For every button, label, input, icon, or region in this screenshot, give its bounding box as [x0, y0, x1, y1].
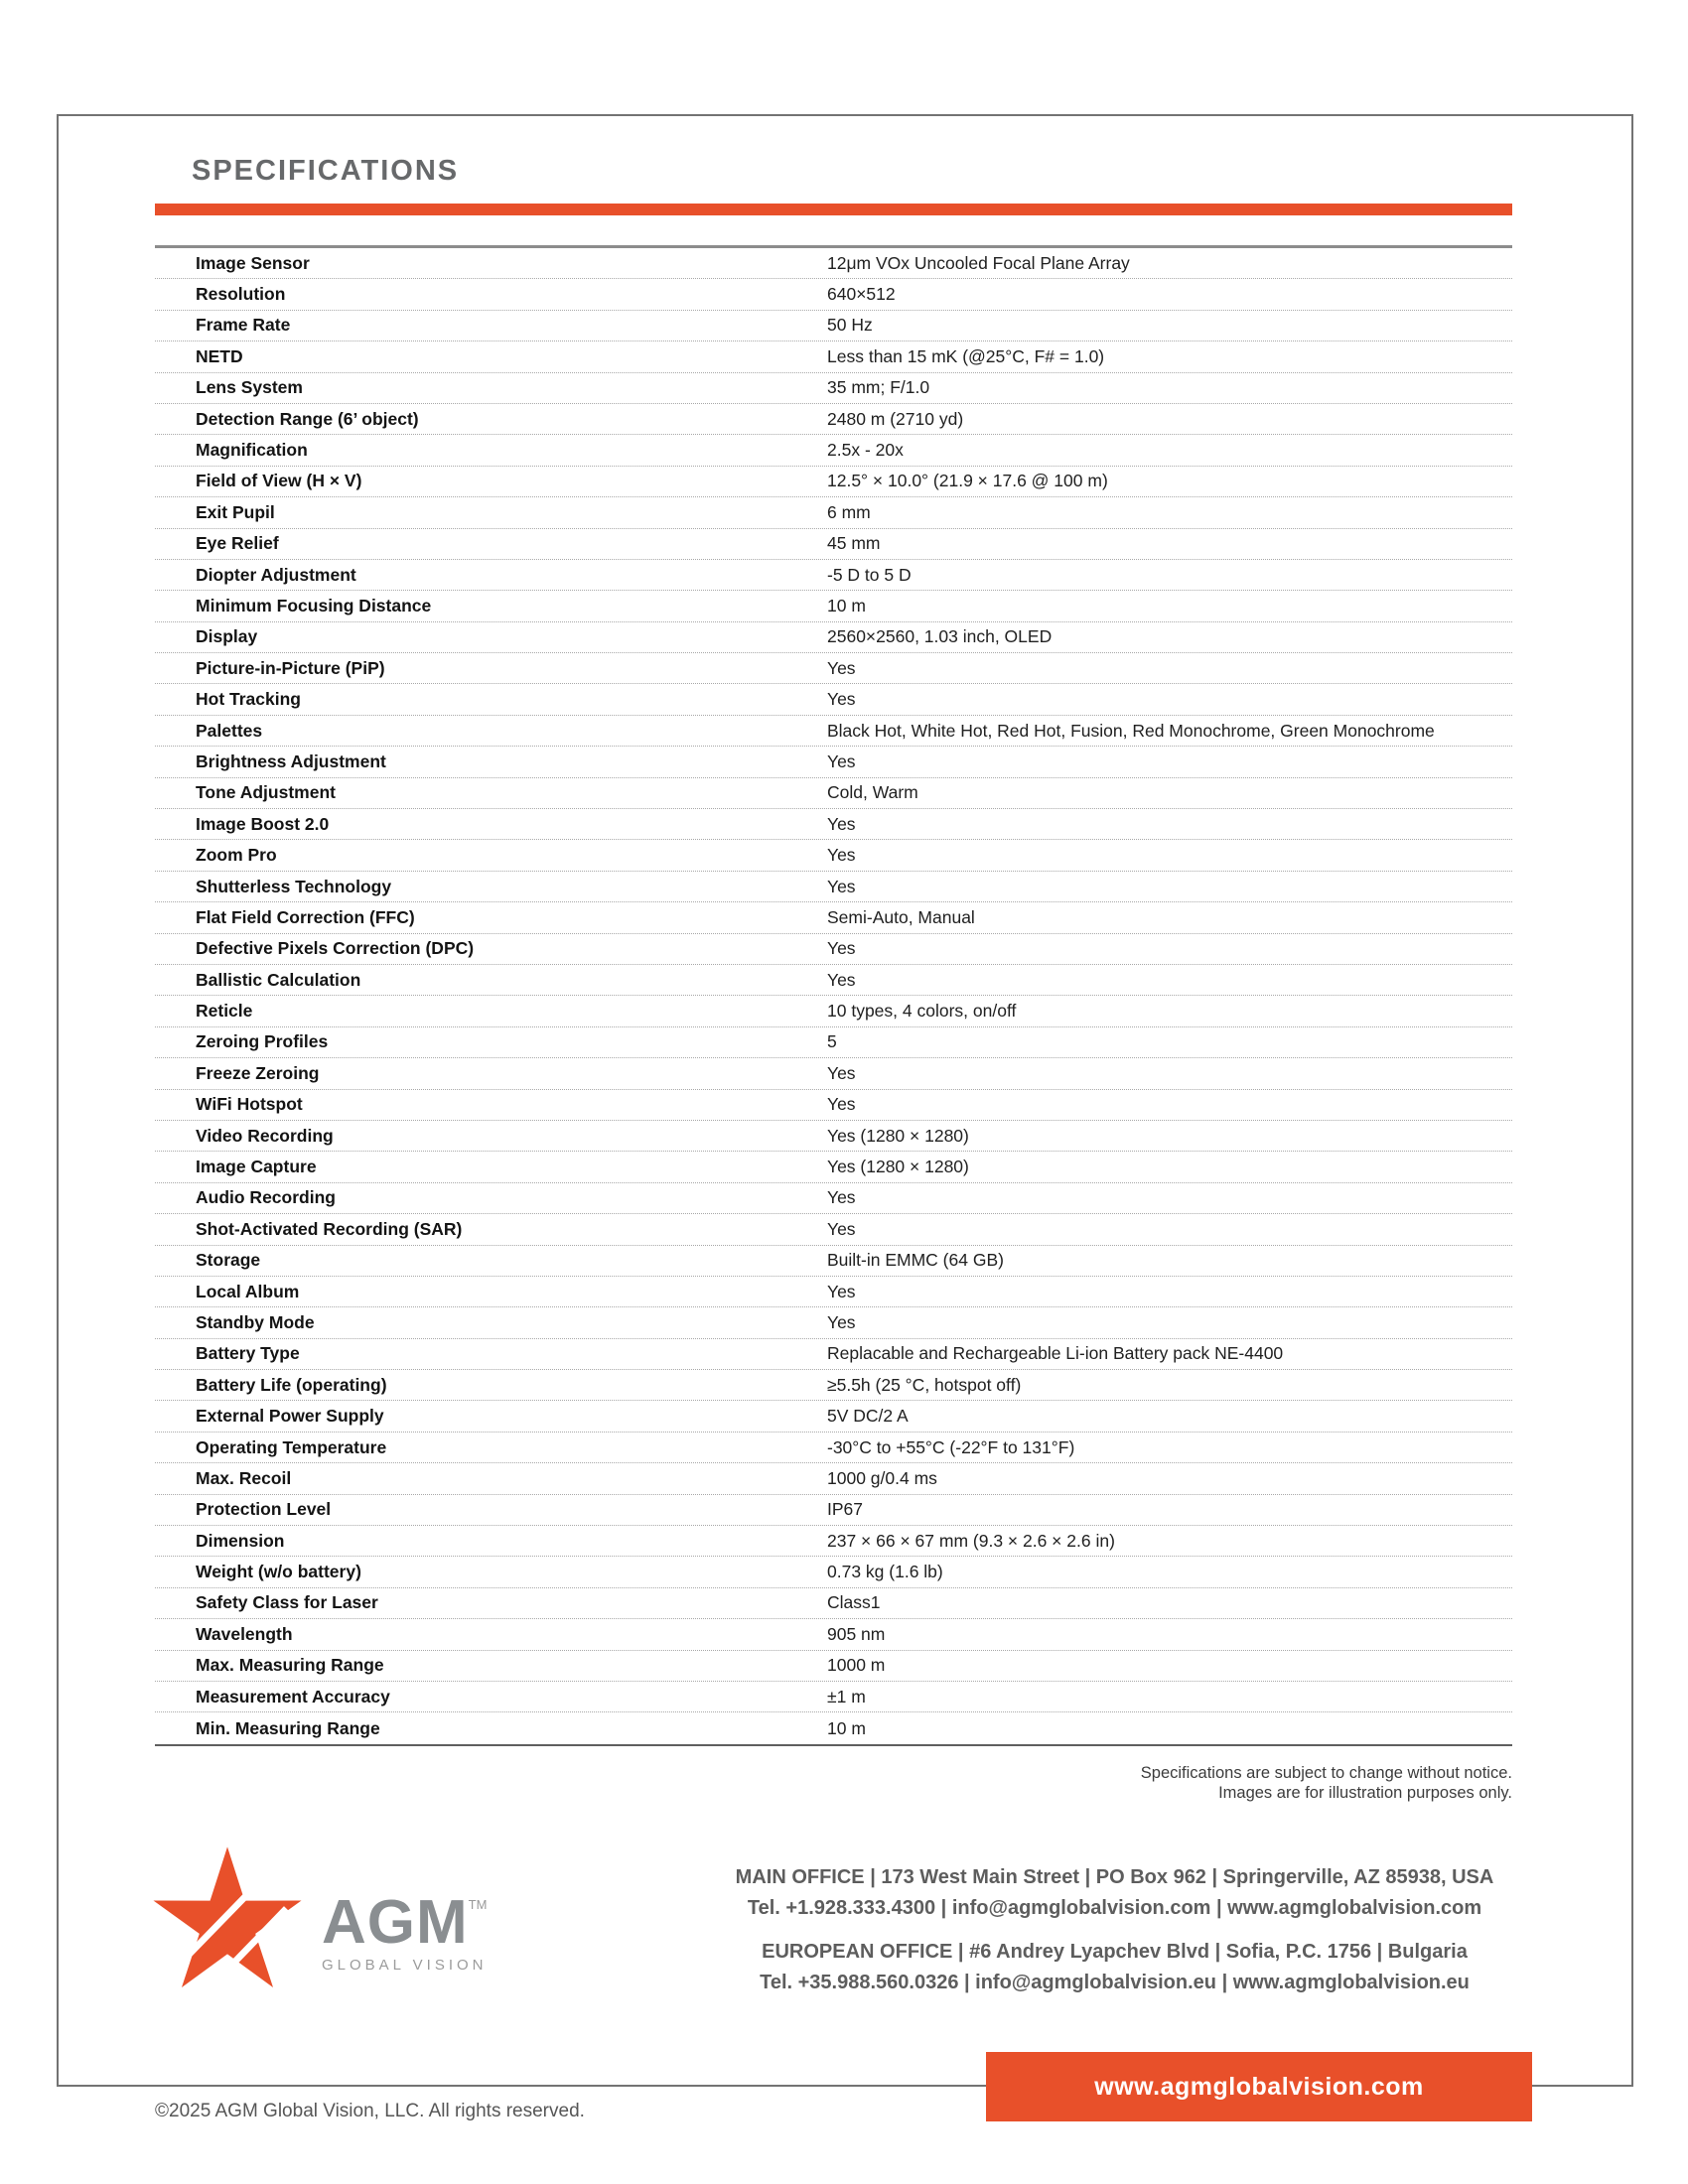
spec-label: Local Album: [196, 1281, 300, 1301]
spec-label: Lens System: [196, 377, 303, 398]
spec-label: Flat Field Correction (FFC): [196, 906, 415, 927]
european-office-contact: Tel. +35.988.560.0326 | info@agmglobalvision.eu | www.agmglobalvision.eu: [760, 1972, 1470, 1993]
spec-value: 237 × 66 × 67 mm (9.3 × 2.6 × 2.6 in): [827, 1530, 1115, 1551]
main-office-contact: Tel. +1.928.333.4300 | info@agmglobalvision.com | www.agmglobalvision.com: [747, 1897, 1482, 1919]
spec-label: Magnification: [196, 440, 308, 461]
spec-row: [155, 1027, 1512, 1058]
spec-row: [155, 1651, 1512, 1682]
spec-value: 50 Hz: [827, 315, 873, 336]
spec-label: Detection Range (6’ object): [196, 408, 419, 429]
spec-value: 12μm VOx Uncooled Focal Plane Array: [827, 252, 1130, 273]
spec-label: Battery Life (operating): [196, 1374, 387, 1395]
spec-row: [155, 1339, 1512, 1370]
spec-row: [155, 1433, 1512, 1463]
spec-row: [155, 1682, 1512, 1712]
spec-row: [155, 996, 1512, 1026]
spec-label: Eye Relief: [196, 533, 279, 554]
spec-row: [155, 404, 1512, 435]
spec-value: Yes: [827, 1218, 856, 1239]
website-banner-link[interactable]: www.agmglobalvision.com: [986, 2052, 1532, 2121]
trademark-symbol: TM: [468, 1897, 488, 1912]
spec-value: Yes: [827, 1187, 856, 1208]
spec-label: Operating Temperature: [196, 1436, 387, 1457]
spec-value: Yes: [827, 689, 856, 710]
spec-label: Exit Pupil: [196, 501, 275, 522]
spec-value: 5: [827, 1031, 837, 1052]
spec-value: 35 mm; F/1.0: [827, 377, 930, 398]
spec-row: [155, 1370, 1512, 1401]
office-contacts: [695, 1862, 1534, 2011]
spec-label: Zeroing Profiles: [196, 1031, 329, 1052]
spec-label: Safety Class for Laser: [196, 1592, 378, 1613]
spec-row: [155, 1463, 1512, 1494]
spec-row: [155, 622, 1512, 653]
spec-value: Yes: [827, 969, 856, 990]
spec-row: [155, 684, 1512, 715]
spec-row: [155, 1557, 1512, 1587]
spec-row: [155, 778, 1512, 809]
spec-label: Reticle: [196, 1001, 253, 1022]
spec-label: External Power Supply: [196, 1406, 384, 1427]
spec-value: 0.73 kg (1.6 lb): [827, 1562, 943, 1582]
spec-value: Replacable and Rechargeable Li-ion Battery pack NE-4400: [827, 1343, 1284, 1364]
spec-row: [155, 902, 1512, 933]
spec-value: 10 types, 4 colors, on/off: [827, 1001, 1017, 1022]
spec-label: Tone Adjustment: [196, 782, 336, 803]
spec-label: Weight (w/o battery): [196, 1562, 361, 1582]
disclaimer-notes: [1141, 1763, 1512, 1803]
spec-value: Class1: [827, 1592, 881, 1613]
spec-row: [155, 1495, 1512, 1526]
spec-label: Diopter Adjustment: [196, 564, 356, 585]
spec-value: 905 nm: [827, 1623, 886, 1644]
spec-label: Shutterless Technology: [196, 876, 392, 896]
spec-row: [155, 1712, 1512, 1743]
spec-label: Display: [196, 626, 258, 647]
spec-value: 1000 m: [827, 1655, 886, 1676]
spec-row: [155, 435, 1512, 466]
spec-value: IP67: [827, 1499, 863, 1520]
spec-row: [155, 653, 1512, 684]
spec-row: [155, 248, 1512, 279]
spec-value: -5 D to 5 D: [827, 564, 912, 585]
spec-row: [155, 840, 1512, 871]
spec-label: Freeze Zeroing: [196, 1062, 320, 1083]
spec-label: Dimension: [196, 1530, 285, 1551]
agm-logo-text: [322, 1875, 488, 1974]
spec-label: Protection Level: [196, 1499, 332, 1520]
spec-label: NETD: [196, 345, 243, 366]
spec-row: [155, 872, 1512, 902]
agm-star-icon: [147, 1842, 308, 2007]
spec-label: Frame Rate: [196, 315, 291, 336]
spec-label: WiFi Hotspot: [196, 1094, 303, 1115]
spec-row: [155, 1307, 1512, 1338]
spec-value: Yes: [827, 751, 856, 771]
spec-label: Field of View (H × V): [196, 471, 362, 491]
spec-row: [155, 809, 1512, 840]
spec-row: [155, 560, 1512, 591]
spec-value: ≥5.5h (25 °C, hotspot off): [827, 1374, 1022, 1395]
spec-value: Built-in EMMC (64 GB): [827, 1250, 1004, 1271]
spec-label: Standby Mode: [196, 1311, 315, 1332]
spec-value: 2480 m (2710 yd): [827, 408, 964, 429]
spec-row: [155, 1090, 1512, 1121]
spec-value: 2560×2560, 1.03 inch, OLED: [827, 626, 1053, 647]
spec-row: [155, 1214, 1512, 1245]
spec-label: Image Capture: [196, 1157, 317, 1177]
spec-value: 10 m: [827, 1717, 866, 1738]
spec-value: Yes: [827, 845, 856, 866]
spec-value: 12.5° × 10.0° (21.9 × 17.6 @ 100 m): [827, 471, 1108, 491]
spec-label: Max. Measuring Range: [196, 1655, 384, 1676]
spec-table: [155, 245, 1512, 1746]
title-accent-rule: [155, 204, 1512, 215]
spec-row: [155, 1183, 1512, 1214]
disclaimer-line-1: Specifications are subject to change without notice.: [1140, 1764, 1512, 1782]
spec-row: [155, 467, 1512, 497]
spec-label: Storage: [196, 1250, 261, 1271]
main-office-address: MAIN OFFICE | 173 West Main Street | PO Box 962 | Springerville, AZ 85938, USA: [735, 1866, 1494, 1888]
european-office-address: EUROPEAN OFFICE | #6 Andrey Lyapchev Blvd | Sofia, P.C. 1756 | Bulgaria: [762, 1941, 1468, 1963]
spec-row: [155, 311, 1512, 341]
spec-label: Image Boost 2.0: [196, 813, 330, 834]
spec-label: Max. Recoil: [196, 1467, 292, 1488]
spec-value: 5V DC/2 A: [827, 1406, 909, 1427]
spec-row: [155, 716, 1512, 747]
spec-label: Brightness Adjustment: [196, 751, 386, 771]
spec-row: [155, 373, 1512, 404]
spec-value: 6 mm: [827, 501, 871, 522]
agm-logo: [147, 1842, 488, 2007]
spec-row: [155, 1121, 1512, 1152]
spec-value: ±1 m: [827, 1686, 866, 1706]
main-office-block: [695, 1862, 1534, 1924]
spec-row: [155, 1058, 1512, 1089]
spec-label: Battery Type: [196, 1343, 300, 1364]
spec-value: Yes: [827, 876, 856, 896]
spec-value: Yes: [827, 1311, 856, 1332]
spec-value: Yes (1280 × 1280): [827, 1157, 969, 1177]
spec-row: [155, 1277, 1512, 1307]
spec-value: Yes: [827, 938, 856, 959]
spec-label: Ballistic Calculation: [196, 969, 361, 990]
spec-value: Yes (1280 × 1280): [827, 1125, 969, 1146]
spec-value: Semi-Auto, Manual: [827, 906, 975, 927]
spec-row: [155, 1401, 1512, 1432]
spec-value: 10 m: [827, 595, 866, 615]
spec-label: Picture-in-Picture (PiP): [196, 657, 385, 678]
spec-label: Measurement Accuracy: [196, 1686, 390, 1706]
spec-row: [155, 497, 1512, 528]
agm-logo-brand: AGM™: [322, 1888, 488, 1957]
spec-value: Less than 15 mK (@25°C, F# = 1.0): [827, 345, 1105, 366]
spec-row: [155, 1246, 1512, 1277]
spec-value: 1000 g/0.4 ms: [827, 1467, 937, 1488]
spec-row: [155, 341, 1512, 372]
spec-label: Video Recording: [196, 1125, 334, 1146]
spec-row: [155, 591, 1512, 621]
spec-value: Yes: [827, 657, 856, 678]
disclaimer-line-2: Images are for illustration purposes only.: [1218, 1784, 1512, 1802]
spec-label: Wavelength: [196, 1623, 293, 1644]
spec-value: Yes: [827, 1062, 856, 1083]
spec-label: Resolution: [196, 284, 286, 305]
spec-label: Audio Recording: [196, 1187, 336, 1208]
spec-row: [155, 965, 1512, 996]
spec-label: Hot Tracking: [196, 689, 301, 710]
spec-row: [155, 1588, 1512, 1619]
agm-logo-subtitle: GLOBAL VISION: [322, 1957, 488, 1974]
spec-value: Black Hot, White Hot, Red Hot, Fusion, Red Monochrome, Green Monochrome: [827, 720, 1435, 741]
spec-label: Defective Pixels Correction (DPC): [196, 938, 475, 959]
spec-value: 45 mm: [827, 533, 881, 554]
spec-label: Zoom Pro: [196, 845, 277, 866]
spec-row: [155, 1152, 1512, 1182]
spec-label: Minimum Focusing Distance: [196, 595, 432, 615]
spec-label: Min. Measuring Range: [196, 1717, 380, 1738]
spec-value: Cold, Warm: [827, 782, 918, 803]
spec-label: Shot-Activated Recording (SAR): [196, 1218, 463, 1239]
spec-row: [155, 1526, 1512, 1557]
spec-row: [155, 1619, 1512, 1650]
spec-row: [155, 529, 1512, 560]
european-office-block: [695, 1937, 1534, 1998]
spec-label: Image Sensor: [196, 252, 310, 273]
spec-row: [155, 279, 1512, 310]
copyright-line: ©2025 AGM Global Vision, LLC. All rights reserved.: [155, 2101, 585, 2121]
spec-value: Yes: [827, 1281, 856, 1301]
spec-value: 640×512: [827, 284, 896, 305]
page-title: SPECIFICATIONS: [192, 155, 460, 187]
spec-value: Yes: [827, 1094, 856, 1115]
spec-value: Yes: [827, 813, 856, 834]
spec-row: [155, 934, 1512, 965]
spec-row: [155, 747, 1512, 777]
spec-value: -30°C to +55°C (-22°F to 131°F): [827, 1436, 1075, 1457]
spec-value: 2.5x - 20x: [827, 440, 904, 461]
spec-label: Palettes: [196, 720, 263, 741]
